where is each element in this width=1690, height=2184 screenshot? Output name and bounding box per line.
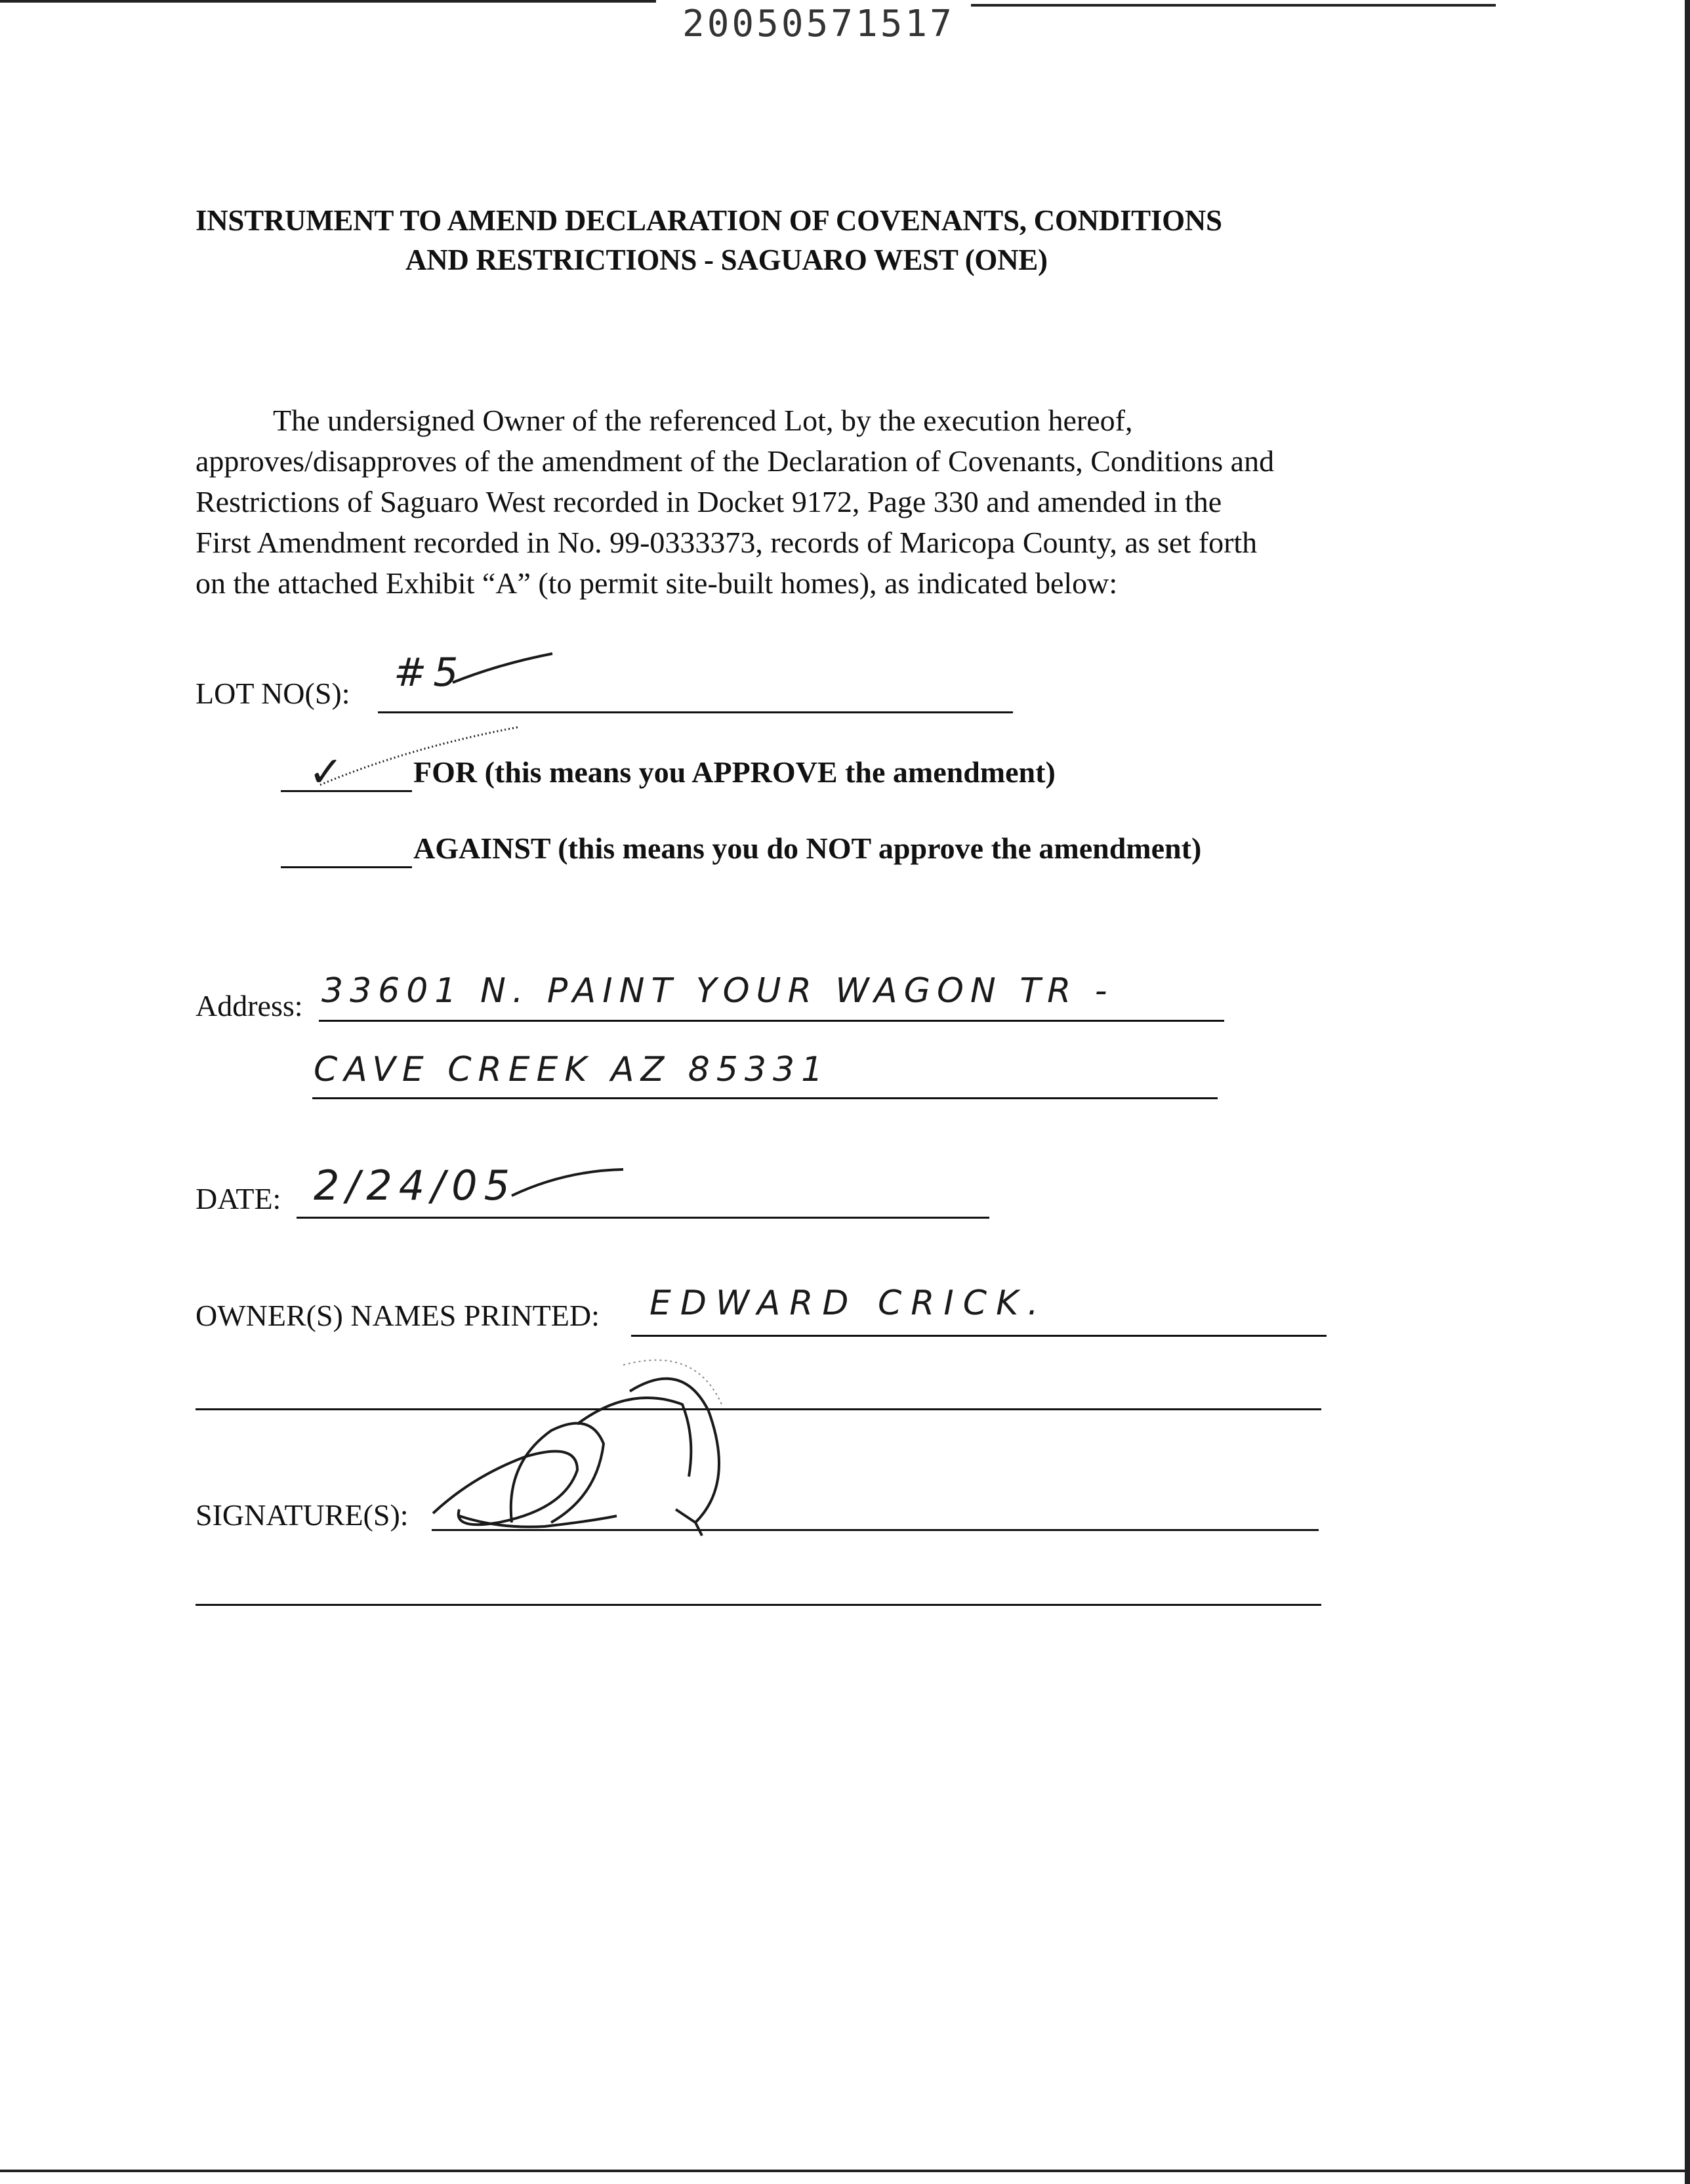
document-title-line-2: AND RESTRICTIONS - SAGUARO WEST (ONE) bbox=[405, 243, 1048, 276]
body-line: on the attached Exhibit “A” (to permit site-built homes), as indicated below: bbox=[196, 566, 1118, 600]
address-value-line-2: CAVE CREEK AZ 85331 bbox=[314, 1050, 830, 1089]
document-title-line-1: INSTRUMENT TO AMEND DECLARATION OF COVENANTS, CONDITIONS bbox=[196, 204, 1222, 237]
recording-number: 20050571517 bbox=[682, 3, 955, 45]
body-line: Restrictions of Saguaro West recorded in Docket 9172, Page 330 and amended in the bbox=[196, 485, 1222, 518]
lot-flourish bbox=[453, 654, 552, 682]
signature-label: SIGNATURE(S): bbox=[196, 1498, 409, 1532]
owner-names-value: EDWARD CRICK. bbox=[649, 1284, 1048, 1323]
body-line: First Amendment recorded in No. 99-0333373, records of Maricopa County, as set forth bbox=[196, 526, 1258, 559]
date-flourish bbox=[512, 1169, 623, 1196]
for-option-label: FOR (this means you APPROVE the amendment) bbox=[413, 755, 1056, 789]
signature-scribble bbox=[433, 1379, 719, 1536]
address-value-line-1: 33601 N. PAINT YOUR WAGON TR - bbox=[321, 971, 1114, 1011]
body-line: approves/disapproves of the amendment of the Declaration of Covenants, Conditions and bbox=[196, 444, 1275, 478]
owner-names-label: OWNER(S) NAMES PRINTED: bbox=[196, 1299, 600, 1332]
for-check-mark: ✓ bbox=[308, 748, 350, 797]
check-mark-tail bbox=[320, 727, 518, 785]
lot-number-value: #5 bbox=[394, 650, 465, 696]
date-value: 2/24/05 bbox=[314, 1162, 517, 1209]
against-option-label: AGAINST (this means you do NOT approve the amendment) bbox=[413, 831, 1202, 865]
date-label: DATE: bbox=[196, 1182, 281, 1215]
body-line: The undersigned Owner of the referenced Lot, by the execution hereof, bbox=[273, 404, 1133, 437]
lot-number-label: LOT NO(S): bbox=[196, 677, 350, 710]
address-label: Address: bbox=[196, 989, 303, 1022]
